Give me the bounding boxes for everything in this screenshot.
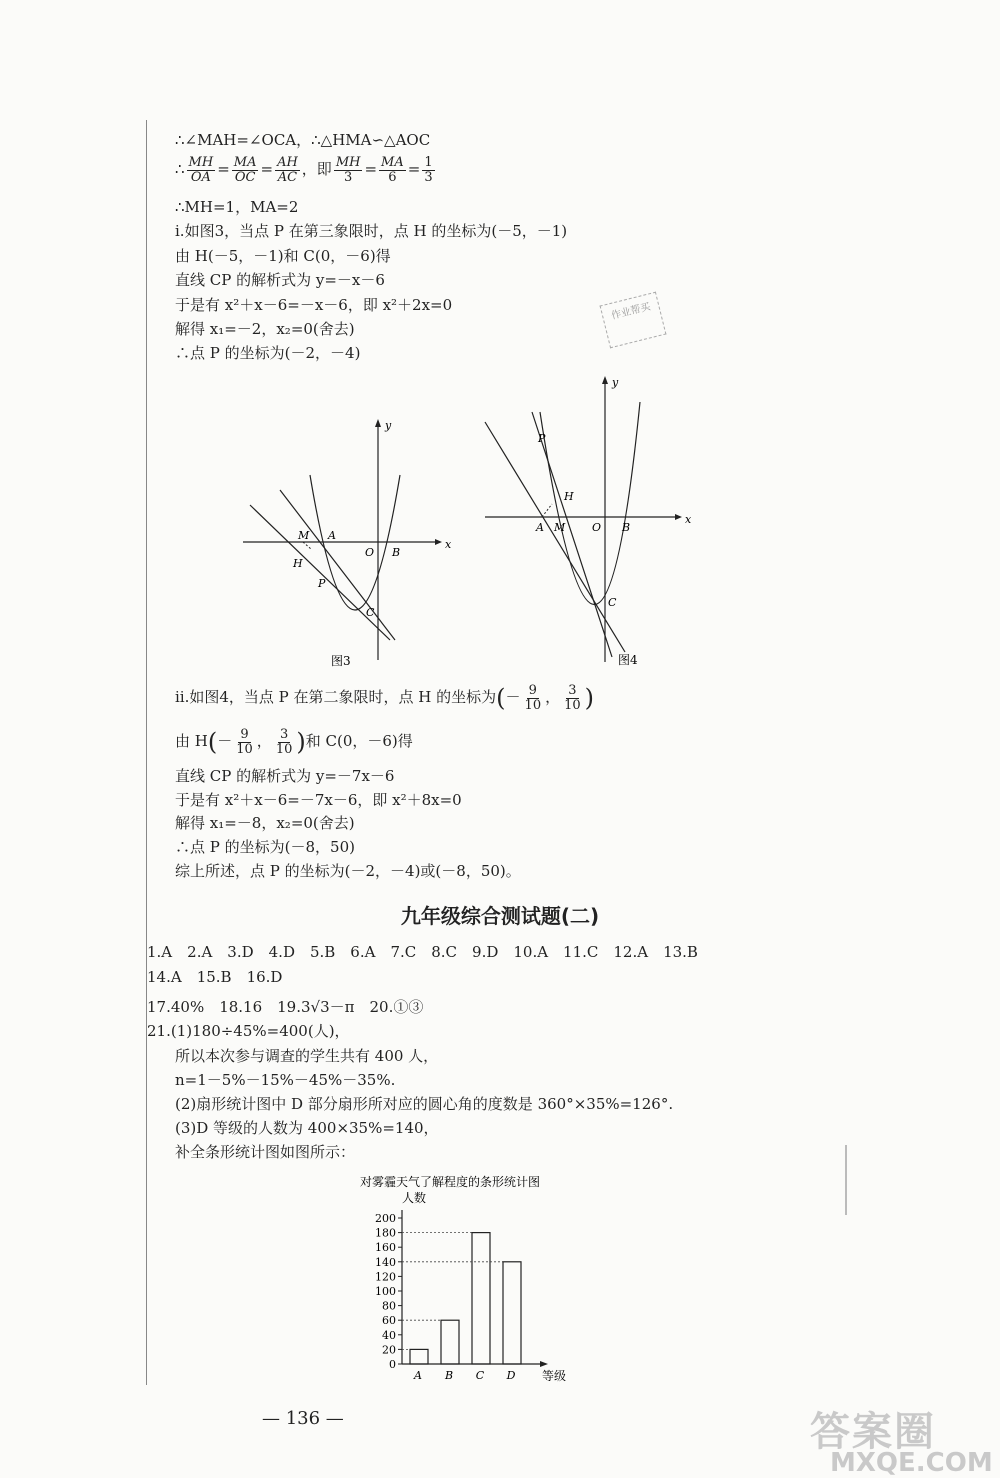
stamp: 作业帮买 bbox=[600, 292, 667, 349]
bar-C bbox=[472, 1233, 490, 1364]
y-axis-arrow bbox=[375, 419, 381, 427]
bar-chart bbox=[340, 1172, 580, 1387]
label-M: M bbox=[298, 529, 310, 542]
watermark bbox=[810, 1400, 993, 1478]
dashed-mh bbox=[303, 542, 311, 549]
dashed-mh bbox=[542, 504, 552, 517]
y-tick-label: 100 bbox=[375, 1285, 396, 1298]
solution-line-11: 由 H(－ $\frac{9}{10}$ ， $\frac{3}{10}$ )和 C(0，－6)得 bbox=[175, 726, 413, 757]
answers-line-2: 14.A 15.B 16.D bbox=[147, 968, 283, 986]
parabola bbox=[540, 402, 640, 605]
figure-4 bbox=[480, 372, 700, 672]
label-H: H bbox=[293, 557, 303, 570]
therefore-sign: ∴ bbox=[175, 160, 185, 178]
label-B: B bbox=[622, 521, 631, 534]
bar-A bbox=[410, 1349, 428, 1364]
margin-rule bbox=[146, 120, 147, 1385]
label-O: O bbox=[592, 521, 602, 534]
y-label: y bbox=[385, 419, 392, 432]
solution-line-14: 解得 x₁=－8，x₂=0(舍去) bbox=[175, 814, 355, 832]
answers-line-6: n=1－5%－15%－45%－35%. bbox=[175, 1071, 396, 1089]
figure-3-caption: 图3 bbox=[331, 654, 351, 668]
fraction: $\frac{MH}{OA}$ bbox=[188, 154, 214, 185]
bar-B bbox=[441, 1320, 459, 1364]
y-tick-label: 20 bbox=[382, 1343, 396, 1357]
fraction: $\frac{3}{10}$ bbox=[564, 682, 581, 713]
y-tick-label: 120 bbox=[375, 1270, 396, 1284]
y-label: y bbox=[612, 376, 619, 389]
x-axis-arrow bbox=[435, 539, 442, 545]
x-label: x bbox=[685, 513, 692, 526]
answers-line-4: 21.(1)180÷45%=400(人)， bbox=[147, 1022, 350, 1040]
x-axis-arrow bbox=[540, 1361, 548, 1367]
fraction: $\frac{MA}{6}$ bbox=[381, 154, 404, 185]
figure-4-caption: 图4 bbox=[618, 653, 638, 667]
line-cp bbox=[250, 505, 390, 640]
y-axis-arrow bbox=[602, 376, 608, 384]
y-tick-label: 40 bbox=[382, 1328, 396, 1342]
x-tick-label-C: C bbox=[475, 1369, 485, 1382]
y-tick-label: 180 bbox=[375, 1226, 396, 1240]
x-tick-label-D: D bbox=[506, 1369, 516, 1382]
watermark-logo: 答案圈 bbox=[810, 1409, 936, 1455]
fraction: $\frac{9}{10}$ bbox=[524, 682, 542, 713]
label-O: O bbox=[365, 546, 375, 559]
label-M: M bbox=[554, 521, 566, 534]
x-tick-label-A: A bbox=[414, 1369, 422, 1382]
solution-line-15: ∴点 P 的坐标为(－8，50) bbox=[175, 838, 355, 856]
solution-line-3: ∴MH=1，MA=2 bbox=[175, 198, 299, 216]
line-cp bbox=[532, 412, 612, 657]
solution-line-13: 于是有 x²＋x－6=－7x－6，即 x²＋8x=0 bbox=[175, 791, 462, 809]
fraction: $\frac{MH}{3}$ bbox=[335, 154, 361, 185]
answers-line-1: 1.A 2.A 3.D 4.D 5.B 6.A 7.C 8.C 9.D 10.A 11.C 12.A 13.B bbox=[147, 943, 698, 961]
y-tick-label: 140 bbox=[375, 1255, 396, 1269]
solution-line-4: ⅰ.如图3，当点 P 在第三象限时，点 H 的坐标为(－5，－1) bbox=[175, 222, 568, 240]
solution-line-8: 解得 x₁=－2，x₂=0(舍去) bbox=[175, 320, 355, 338]
solution-line-10: ⅱ.如图4，当点 P 在第二象限时，点 H 的坐标为(－ $\frac{9}{10}$ ， $\frac{3}{10}$ ) bbox=[175, 682, 595, 713]
line-ca bbox=[485, 422, 625, 652]
label-C: C bbox=[608, 596, 617, 609]
label-P: P bbox=[538, 432, 546, 445]
solution-line-5: 由 H(－5，－1)和 C(0，－6)得 bbox=[175, 247, 391, 265]
solution-line-7: 于是有 x²＋x－6=－x－6，即 x²＋2x=0 bbox=[175, 296, 453, 314]
figure-3 bbox=[235, 415, 450, 670]
x-axis-arrow bbox=[675, 514, 682, 520]
fraction: $\frac{AH}{AC}$ bbox=[277, 154, 298, 185]
solution-line-1: ∴∠MAH=∠OCA，∴△HMA∽△AOC bbox=[175, 131, 431, 149]
x-label: x bbox=[445, 538, 452, 551]
y-tick-label: 80 bbox=[382, 1299, 396, 1313]
solution-line-12: 直线 CP 的解析式为 y=－7x－6 bbox=[175, 767, 395, 785]
fraction: $\frac{1}{3}$ bbox=[424, 154, 433, 185]
x-tick-label-B: B bbox=[444, 1369, 454, 1382]
section-title: 九年级综合测试题(二) bbox=[400, 904, 600, 928]
answers-line-9: 补全条形统计图如图所示： bbox=[175, 1143, 356, 1161]
fraction: $\frac{9}{10}$ bbox=[236, 726, 253, 757]
y-tick-label: 160 bbox=[375, 1241, 396, 1255]
answers-line-5: 所以本次参与调查的学生共有 400 人， bbox=[175, 1047, 439, 1065]
answers-line-8: (3)D 等级的人数为 400×35%=140， bbox=[175, 1119, 439, 1137]
label-B: B bbox=[392, 546, 401, 559]
label-A: A bbox=[328, 529, 336, 542]
answers-line-7: (2)扇形统计图中 D 部分扇形所对应的圆心角的度数是 360°×35%=126°. bbox=[175, 1095, 674, 1113]
fraction: $\frac{3}{10}$ bbox=[275, 726, 293, 757]
chart-xlabel: 等级 bbox=[542, 1369, 567, 1383]
page-number: — 136 — bbox=[262, 1408, 344, 1429]
answers-line-3: 17.40% 18.16 19.3√3－π 20.①③ bbox=[147, 998, 424, 1016]
solution-line-16: 综上所述，点 P 的坐标为(－2，－4)或(－8，50)。 bbox=[175, 862, 521, 880]
solution-line-9: ∴点 P 的坐标为(－2，－4) bbox=[175, 344, 361, 362]
label-P: P bbox=[318, 577, 326, 590]
y-tick-label: 0 bbox=[389, 1358, 396, 1371]
chart-ylabel: 人数 bbox=[402, 1191, 427, 1205]
y-tick-label: 200 bbox=[375, 1212, 396, 1225]
label-H: H bbox=[564, 490, 574, 503]
solution-line-2: ∴ $\frac{MH}{OA}$ = $\frac{MA}{OC}$ = $\frac{AH}{AC}$ ，即 $\frac{MH}{3}$ = $\frac{MA}{6}$ = $\frac{1}{3}$ bbox=[175, 154, 433, 185]
solution-line-6: 直线 CP 的解析式为 y=－x－6 bbox=[175, 271, 385, 289]
watermark-url: MXQE.COM bbox=[830, 1448, 993, 1478]
label-A: A bbox=[536, 521, 544, 534]
bar-D bbox=[503, 1262, 521, 1364]
chart-title: 对雾霾天气了解程度的条形统计图 bbox=[360, 1175, 541, 1189]
label-C: C bbox=[366, 606, 375, 619]
fraction: $\frac{MA}{OC}$ bbox=[233, 154, 257, 185]
y-tick-label: 60 bbox=[382, 1314, 396, 1328]
scan-mark bbox=[845, 1145, 847, 1215]
